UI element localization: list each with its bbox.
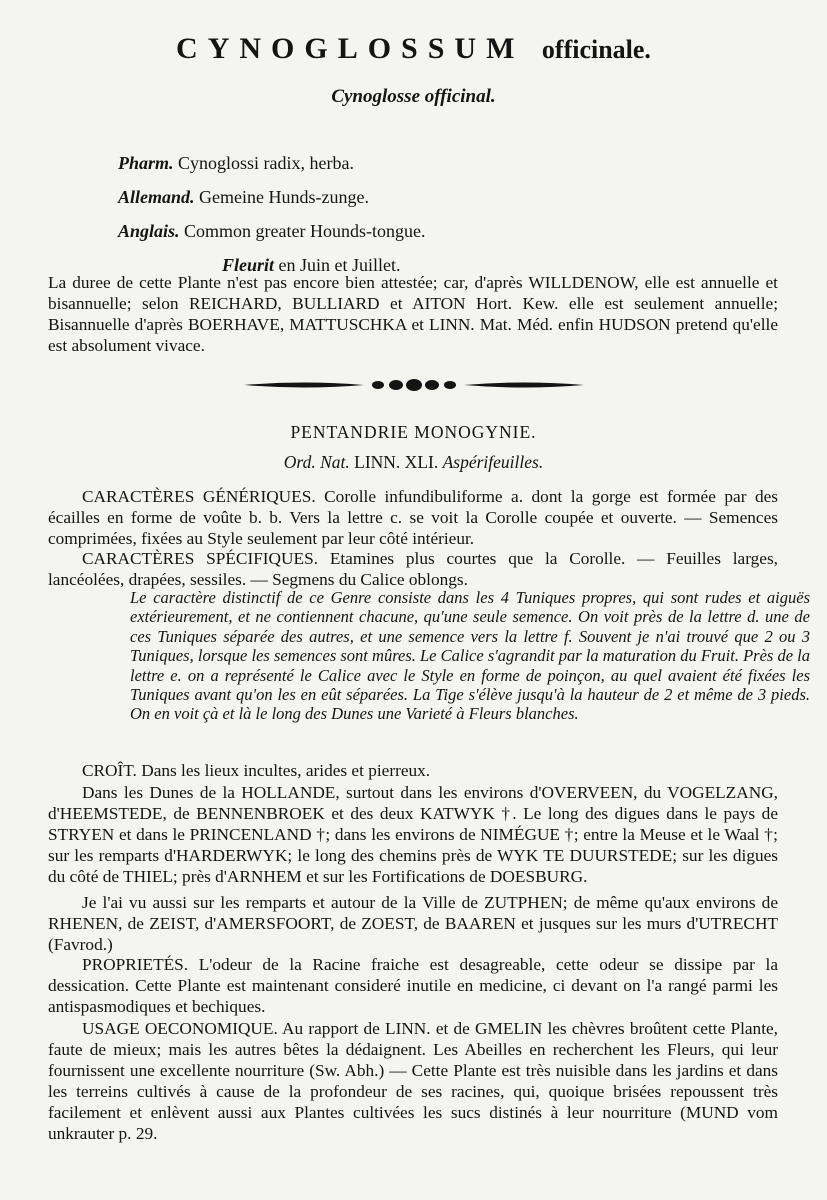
- page-title: [0, 32, 827, 66]
- order-label: Ord. Nat.: [283, 452, 350, 472]
- habitat: [48, 760, 778, 781]
- habitat-label: CROÎT.: [82, 761, 137, 780]
- french-name: Cynoglosse officinal.: [331, 86, 496, 107]
- flowering-label: Fleurit: [222, 255, 275, 275]
- name-label: Anglais.: [118, 221, 180, 241]
- specific-text: Etamines plus courtes que la Corolle. — Feuilles larges, lancéolées, drapées, sessiles. — Segmens du Calice oblongs.: [48, 549, 778, 589]
- generic-text: Corolle infundibuliforme a. dont la gorge est formée par des écailles en forme de voûte b. b. Vers la lettre c. se voit la Corolle coupée et ouverte. — Semences comprimées, fixées au Style seulement par leur côté intérieur.: [48, 487, 778, 548]
- generic-characters: [48, 486, 778, 549]
- name-text: Common greater Hounds-tongue.: [184, 221, 426, 241]
- linnaean-class: PENTANDRIE MONOGYNIE.: [290, 422, 537, 442]
- locations-paragraph-2: Je l'ai vu aussi sur les remparts et autour de la Ville de ZUTPHEN; de même qu'aux environs de RHENEN, de ZEIST, d'AMERSFOORT, de ZOEST, de BAAREN et jusques sur les murs d'UTRECHT (Favrod.): [48, 893, 778, 954]
- name-label: Pharm.: [118, 153, 174, 173]
- habitat-text: Dans les lieux incultes, arides et pierreux.: [141, 761, 431, 780]
- natural-order: [0, 452, 827, 473]
- order-linn: LINN. XLI.: [354, 452, 439, 472]
- economy-label: USAGE OECONOMIQUE.: [82, 1019, 278, 1038]
- name-label: Allemand.: [118, 187, 195, 207]
- properties-text: L'odeur de la Racine fraiche est desagreable, cette odeur se dissipe par la dessication. Cette Plante est maintenant consideré inutile en medicine, ci devant on l'a rangé parmi les antispasmodiques et bechiques.: [48, 955, 778, 1016]
- intro-paragraph: La duree de cette Plante n'est pas encore bien attestée; car, d'après WILLDENOW, elle est annuelle et bisannuelle; selon REICHARD, BULLIARD et AITON Hort. Kew. elle est seulement annuelle; Bisannuelle d'après BOERHAVE, MATTUSCHKA et LINN. Mat. Méd. enfin HUDSON pretend qu'elle est absolument vivace.: [48, 273, 778, 355]
- properties: [48, 954, 778, 1017]
- generic-label: CARACTÈRES GÉNÉRIQUES.: [82, 487, 316, 506]
- name-line: [118, 146, 425, 180]
- species-name: officinale.: [541, 35, 651, 64]
- genus-name: CYNOGLOSSUM: [176, 32, 525, 65]
- order-name: Aspérifeuilles.: [442, 452, 544, 472]
- specific-characters: [48, 548, 778, 590]
- locations-paragraph: Dans les Dunes de la HOLLANDE, surtout dans les environs d'OVERVEEN, du VOGELZANG, d'HEEMSTEDE, de BENNENBROEK et des deux KATWYK †. Le long des digues dans le pays de STRYEN et dans le PRINCENLAND †; dans les environs de NIMÉGUE †; entre la Meuse et le Waal †; sur les remparts d'HARDERWYK; le long des chemins près de WYK TE DUURSTEDE; sur les digues du côté de THIEL; près d'ARNHEM et sur les Fortifications de DOESBURG.: [48, 783, 778, 886]
- properties-label: PROPRIETÉS.: [82, 955, 189, 974]
- economic-use: [48, 1018, 778, 1144]
- name-text: Cynoglossi radix, herba.: [178, 153, 354, 173]
- economy-text: Au rapport de LINN. et de GMELIN les chèvres broûtent cette Plante, faute de mieux; mais les autres bêtes la dédaignent. Les Abeilles en recherchent les Fleurs, qui leur fournissent une excellente nourriture (Sw. Abh.) — Cette Plante est très nuisible dans les jardins et dans les terreins cultivés à cause de la profondeur de ses racines, qui, quoique brisées repoussent très facilement et enlèvent aussi aux Plantes cultivées les sucs distinés à leur nourriture (MUND vom unkrauter p. 29.: [48, 1019, 778, 1143]
- ornamental-divider: [244, 378, 584, 392]
- distinctive-character: Le caractère distinctif de ce Genre consiste dans les 4 Tuniques propres, qui sont rudes et aiguës extérieurement, et ne contiennent chacune, qu'une seule semence. On voit près de la lettre d. une de ces Tuniques séparée des autres, et une semence vers la lettre f. Souvent je n'ai trouvé que 2 ou 3 Tuniques, lorsque les semences sont mûres. Le Calice s'agrandit par la maturation du Fruit. Près de la lettre e. on a représenté le Calice avec le Style en forme de poinçon, au quel avaient été fixées les Tuniques avant qu'on les en eût séparées. La Tige s'élève jusqu'à la hauteur de 2 et même de 3 pieds. On en voit çà et là le long des Dunes une Varieté à Fleurs blanches.: [130, 588, 810, 724]
- specific-label: CARACTÈRES SPÉCIFIQUES.: [82, 549, 319, 568]
- name-text: Gemeine Hunds-zunge.: [199, 187, 369, 207]
- name-line: [118, 180, 425, 214]
- name-line: [118, 214, 425, 248]
- common-names: [118, 146, 425, 282]
- flowering-text: en Juin et Juillet.: [278, 255, 401, 275]
